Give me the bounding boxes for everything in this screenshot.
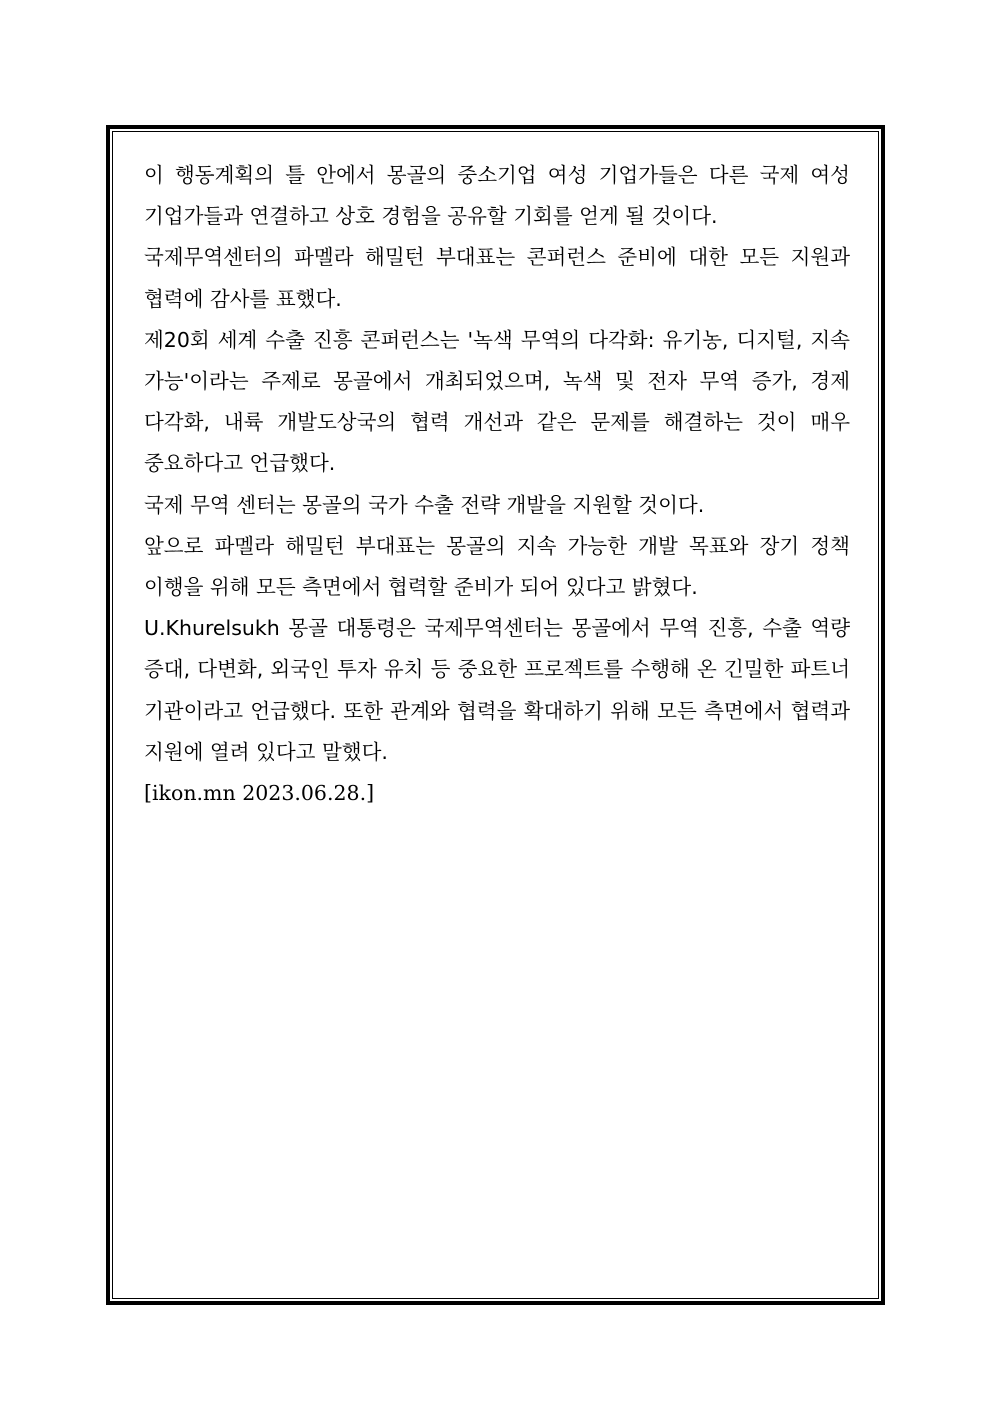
paragraph-4: 국제 무역 센터는 몽골의 국가 수출 전략 개발을 지원할 것이다.: [144, 492, 705, 517]
article-body: [144, 155, 850, 814]
paragraph-2: 국제무역센터의 파멜라 해밀턴 부대표는 콘퍼런스 준비에 대한 모든 지원과 협력에 감사를 표했다.: [144, 245, 850, 311]
paragraph-1: 이 행동계획의 틀 안에서 몽골의 중소기업 여성 기업가들은 다른 국제 여성 기업가들과 연결하고 상호 경험을 공유할 기회를 얻게 될 것이다.: [144, 163, 850, 229]
paragraph-5: 앞으로 파멜라 해밀턴 부대표는 몽골의 지속 가능한 개발 목표와 장기 정책 이행을 위해 모든 측면에서 협력할 준비가 되어 있다고 밝혔다.: [144, 533, 850, 600]
paragraph-3: 제20회 세계 수출 진흥 콘퍼런스는 '녹색 무역의 다각화: 유기농, 디지털, 지속 가능'이라는 주제로 몽골에서 개최되었으며, 녹색 및 전자 무역 증가, 경제 다각화, 내륙 개발도상국의 협력 개선과 같은 문제를 해결하는 것이 매우 중요하다고 언급했다.: [144, 327, 850, 476]
source-citation: [ikon.mn 2023.06.28.]: [144, 781, 375, 806]
paragraph-6: U.Khurelsukh 몽골 대통령은 국제무역센터는 몽골에서 무역 진흥, 수출 역량 증대, 다변화, 외국인 투자 유치 등 중요한 프로젝트를 수행해 온 긴밀한 파트너 기관이라고 언급했다. 또한 관계와 협력을 확대하기 위해 모든 측면에서 협력과 지원에 열려 있다고 말했다.: [144, 616, 850, 764]
